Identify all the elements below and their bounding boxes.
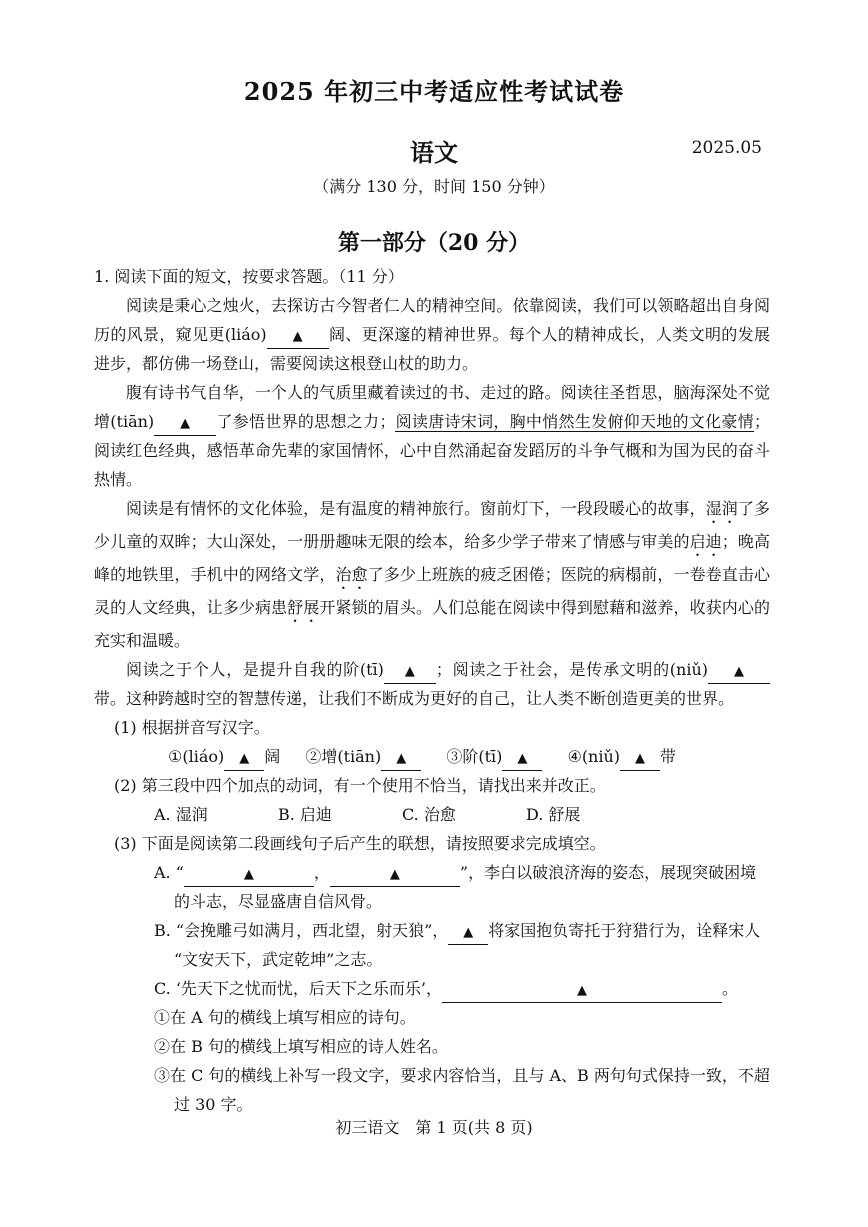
answer-blank: ▲ — [330, 862, 460, 887]
instruction-2: ②在 B 句的横线上填写相应的诗人姓名。 — [154, 1037, 448, 1056]
option-d: D. 舒展 — [526, 805, 581, 824]
paragraph-text: 了多少儿童的双眸；大山深处，一册册趣味无限的绘本，给多少学子带来了情感与审美的 — [94, 499, 770, 551]
paragraph-text: 开紧锁的眉头。人们总能在阅读中得到慰藉和滋养，收获内心的充实和温暖。 — [94, 598, 770, 650]
answer-blank: ▲ — [184, 862, 314, 887]
answer-blank: ▲ — [708, 659, 770, 684]
answer-blank: ▲ — [448, 920, 488, 945]
subquestion-2-label: (2) 第三段中四个加点的动词，有一个使用不恰当，请找出来并改正。 — [114, 776, 606, 795]
paragraph-text: ；阅读红色经典，感悟革命先辈的家国情怀，心中自然涌起奋发蹈厉的斗争气概和为国为民的奋斗热情。 — [94, 412, 770, 489]
answer-blank: ▲ — [620, 746, 660, 771]
paragraph-text: 了多少上班族的疲乏困倦；医院的病榻前，一卷卷直击心灵的人文经典，让多少病患 — [94, 565, 770, 617]
dotted-verb: 湿润 — [705, 499, 738, 518]
instruction-1: ①在 A 句的横线上填写相应的诗句。 — [154, 1008, 416, 1027]
instruction-3: ③在 C 句的横线上补写一段文字，要求内容恰当，且与 A、B 两句句式保持一致，不超 — [154, 1066, 770, 1085]
subquestion-1-label: (1) 根据拼音写汉字。 — [114, 718, 270, 737]
underlined-sentence: 阅读唐诗宋词，胸中悄然生发俯仰天地的文化豪情 — [395, 412, 754, 431]
paragraph-text: 腹有诗书气自华，一个人的气质里藏着读过的书、走过的路。阅读往圣哲思，脑海深处不觉增(tiān) — [94, 383, 770, 431]
part-heading: 第一部分（20 分） — [337, 230, 531, 256]
options-row — [94, 800, 770, 829]
score-time-line: （满分 130 分，时间 150 分钟） — [313, 177, 555, 196]
exam-title: 2025 年初三中考适应性考试试卷 — [243, 77, 625, 106]
subject-title: 语文 — [410, 138, 458, 167]
fill-item-3: ③阶(tī) ▲ — [446, 742, 542, 771]
paragraph-text: 阔、更深邃的精神世界。每个人的精神成长，人类文明的发展进步，都仿佛一场登山，需要阅读这根登山杖的助力。 — [94, 325, 770, 373]
paragraph-text: ；晚高峰的地铁里，手机中的网络文学， — [94, 532, 770, 584]
instruction-3-cont: 过 30 字。 — [174, 1095, 253, 1114]
answer-blank: ▲ — [384, 659, 436, 684]
passage-paragraph-4 — [94, 655, 770, 713]
fill-item-1: ①(liáo) ▲ 阔 — [168, 742, 280, 771]
option-a: A. 湿润 — [154, 805, 208, 824]
option-c: C. 治愈 — [402, 805, 456, 824]
page-footer: 初三语文 第 1 页(共 8 页) — [335, 1118, 533, 1137]
dotted-verb: 舒展 — [287, 598, 320, 617]
sentence-c: C. ‘先天下之忧而忧，后天下之乐而乐’， ▲ 。 — [94, 974, 770, 1003]
paragraph-text: 阅读是有情怀的文化体验，是有温度的精神旅行。窗前灯下，一段段暖心的故事， — [126, 499, 706, 518]
sentence-b-cont: “文安天下，武定乾坤”之志。 — [174, 950, 383, 969]
subquestion-3-label: (3) 下面是阅读第二段画线句子后产生的联想，请按照要求完成填空。 — [114, 834, 606, 853]
paragraph-text: 带。这种跨越时空的智慧传递，让我们不断成为更好的自己，让人类不断创造更美的世界。 — [94, 689, 735, 708]
paragraph-text: 阅读是秉心之烛火，去探访古今智者仁人的精神空间。依靠阅读，我们可以领略超出自身阅历的风景，窥见更(liáo) — [94, 296, 770, 344]
pinyin-fill-row — [94, 742, 770, 771]
dotted-verb: 启迪 — [689, 532, 722, 551]
passage-paragraph-1 — [94, 291, 770, 378]
answer-blank: ▲ — [154, 411, 216, 436]
answer-blank: ▲ — [224, 746, 264, 771]
sentence-a: A. “ ▲ ， ▲ ”，李白以破浪济海的姿态，展现突破困境 — [94, 858, 770, 887]
dotted-verb: 治愈 — [335, 565, 368, 584]
answer-blank: ▲ — [442, 978, 722, 1003]
paragraph-text: ；阅读之于社会，是传承文明的(niǔ) — [435, 660, 708, 679]
fill-item-4: ④(niǔ) ▲ 带 — [567, 742, 676, 771]
answer-blank: ▲ — [267, 324, 329, 349]
answer-blank: ▲ — [502, 746, 542, 771]
exam-date: 2025.05 — [691, 138, 762, 158]
question-1 — [94, 262, 770, 1119]
question-stem: 1. 阅读下面的短文，按要求答题。（11 分） — [94, 267, 404, 286]
option-b: B. 启迪 — [278, 805, 332, 824]
passage-paragraph-2 — [94, 378, 770, 494]
paragraph-text: 了参悟世界的思想之力； — [216, 412, 396, 431]
passage-paragraph-3 — [94, 494, 770, 655]
paragraph-text: 阅读之于个人，是提升自我的阶(tī) — [126, 660, 384, 679]
sentence-b: B. “会挽雕弓如满月，西北望，射天狼”， ▲ 将家国抱负寄托于狩猎行为，诠释宋人 — [94, 916, 770, 945]
sentence-a-cont: 的斗志，尽显盛唐自信风骨。 — [174, 892, 383, 911]
fill-item-2: ②增(tiān) ▲ — [305, 742, 421, 771]
answer-blank: ▲ — [381, 746, 421, 771]
